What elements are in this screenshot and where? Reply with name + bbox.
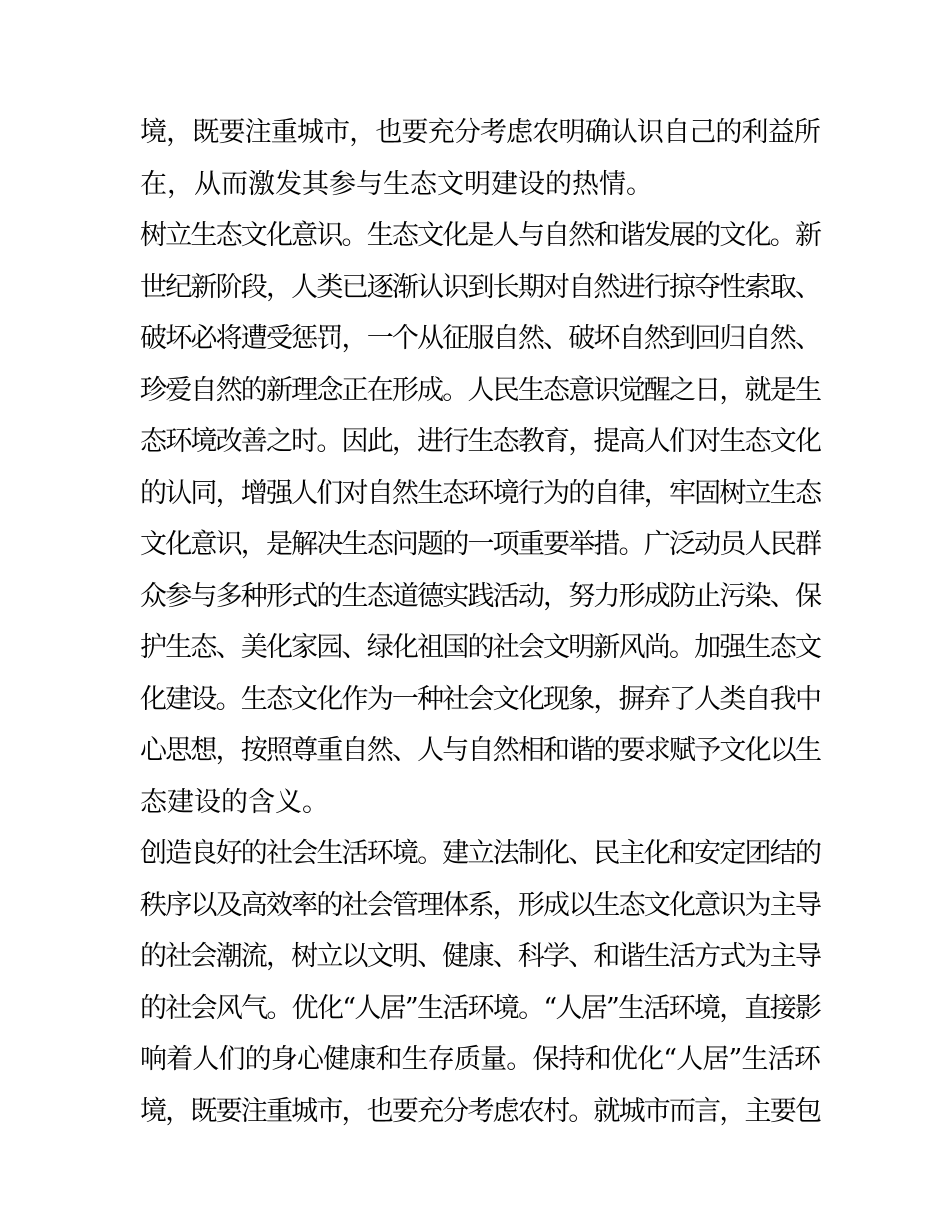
text-line: 响着人们的身心健康和生存质量。保持和优化“人居”生活环 xyxy=(140,1044,820,1075)
text-line: 众参与多种形式的生态道德实践活动，努力形成防止污染、保 xyxy=(140,580,821,612)
text-line: 化建设。生态文化作为一种社会文化现象，摒弃了人类自我中 xyxy=(140,683,821,715)
text-line: 创造良好的社会生活环境。建立法制化、民主化和安定团结的 xyxy=(140,838,821,869)
text-line: 的社会潮流，树立以文明、健康、科学、和谐生活方式为主导 xyxy=(140,941,821,972)
text-line: 珍爱自然的新理念正在形成。人民生态意识觉醒之日，就是生 xyxy=(140,374,821,406)
text-line: 境，既要注重城市，也要充分考虑农村。就城市而言，主要包 xyxy=(140,1095,821,1127)
text-line: 态建设的含义。 xyxy=(140,786,329,818)
text-line: 的认同，增强人们对自然生态环境行为的自律，牢固树立生态 xyxy=(140,477,821,509)
text-line: 的社会风气。优化“人居”生活环境。“人居”生活环境，直接影 xyxy=(140,992,821,1024)
text-line: 态环境改善之时。因此，进行生态教育，提高人们对生态文化 xyxy=(140,426,821,457)
text-line: 在，从而激发其参与生态文明建设的热情。 xyxy=(140,168,653,200)
body-text xyxy=(140,107,820,1137)
text-line: 心思想，按照尊重自然、人与自然相和谐的要求赋予文化以生 xyxy=(140,735,821,766)
text-line: 树立生态文化意识。生态文化是人与自然和谐发展的文化。新 xyxy=(140,220,821,251)
text-line: 护生态、美化家园、绿化祖国的社会文明新风尚。加强生态文 xyxy=(140,632,821,663)
text-line: 世纪新阶段，人类已逐渐认识到长期对自然进行掠夺性索取、 xyxy=(140,271,821,303)
text-line: 破坏必将遭受惩罚，一个从征服自然、破坏自然到回归自然、 xyxy=(140,323,821,354)
text-line: 境，既要注重城市，也要充分考虑农明确认识自己的利益所 xyxy=(140,117,820,148)
text-line: 文化意识，是解决生态问题的一项重要举措。广泛动员人民群 xyxy=(140,529,821,560)
text-line: 秩序以及高效率的社会管理体系，形成以生态文化意识为主导 xyxy=(140,889,821,921)
